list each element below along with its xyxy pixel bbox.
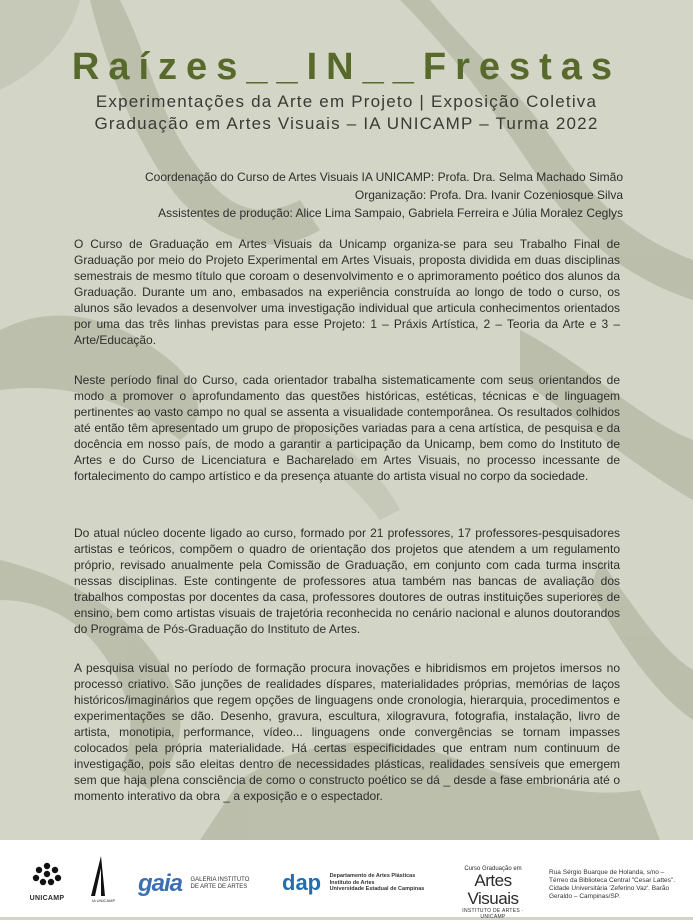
ia-mark-icon: [86, 854, 116, 898]
gaia-mark: gaia: [138, 870, 183, 897]
ia-label: IA UNICAMP: [92, 898, 116, 903]
dap-line-3: Universidade Estadual de Campinas: [329, 886, 425, 893]
paragraph-3: Do atual núcleo docente ligado ao curso, formado por 21 professores, 17 professores-pesquisadores artistas e teóricos, compõem o quadro de orientação dos projetos que atendem a um regulamento próprio, revisado anualmente pela Comissão de Graduação, em conjunto com cada turma inscrita nessas disciplinas. Este contingente de professores atua também nas bancas de avaliação dos trabalhos compostas por docentes da casa, professores doutores de outras instituições superiores de ensino, bem como artistas visuais de trajetória reconhecida no cenário nacional e alunos doutorandos do Programa de Pós-Graduação do Instituto de Artes.: [74, 526, 620, 636]
unicamp-logo: [24, 858, 70, 906]
dap-line-2: Instituto de Artes: [329, 879, 375, 886]
dap-line-1: Departamento de Artes Plásticas: [329, 873, 416, 880]
paragraph-2: Neste período final do Curso, cada orientador trabalha sistematicamente com seus orientandos de modo a promover o aprofundamento das questões históricas, estéticas, técnicas e de linguagem pertinentes ao vasto campo no qual se assenta a visualidade contemporânea. Os resultados colhidos até então têm apresentado um grupo de proposições variadas para a cena artística, de pesquisa e da docência em nosso país, de modo a garantir a participação da Unicamp, bem como do Instituto de Artes e do Curso de Licenciatura e Bacharelado em Artes Visuais, no processo incessante de fortalecimento do campo artístico e da presença atuante do artista visual no corpo da sociedade.: [74, 373, 620, 483]
artes-visuais-logo: [452, 866, 534, 920]
ia-unicamp-logo: [86, 854, 126, 906]
subtitle-line-1: Experimentações da Arte em Projeto | Exposição Coletiva: [95, 92, 598, 111]
unicamp-emblem-icon: [30, 858, 64, 888]
gaia-line-2: DE ARTE DE ARTES: [190, 884, 248, 890]
subtitle-line-2: Graduação em Artes Visuais – IA UNICAMP – Turma 2022: [94, 114, 599, 133]
gaia-logo: [138, 870, 249, 900]
av-top-label: Curso Graduação em: [464, 866, 522, 872]
dap-logo: [282, 870, 424, 900]
credit-coordination: Coordenação do Curso de Artes Visuais IA UNICAMP: Profa. Dra. Selma Machado Simão: [144, 170, 623, 184]
credits-block: [145, 168, 623, 222]
dap-mark: dap: [282, 870, 322, 895]
paragraph-1: O Curso de Graduação em Artes Visuais da Unicamp organiza-se para seu Trabalho Final de Graduação por meio do Projeto Experimental em Artes Visuais, proposta dividida em duas disciplinas semestrais de mesmo título que coroam o desenvolvimento e o aprimoramento poético dos alunos da Graduação. Durante um ano, embasados na experiência construída ao longo de todo o curso, os alunos são levados a desenvolver uma investigação individual que articula conhecimentos orientados por uma das três linhas previstas para esse Projeto: 1 – Práxis Artística, 2 – Teoria da Arte e 3 – Arte/Educação.: [74, 237, 620, 347]
gaia-text: [190, 877, 249, 891]
footer-logos: [0, 840, 693, 920]
address-text: Rua Sérgio Buarque de Holanda, s/no – Térreo da Biblioteca Central "Cesar Lattes". Cidade Universitária 'Zeferino Vaz'. Barão Geraldo – Campinas/SP.: [549, 869, 676, 900]
av-main-label: Artes Visuais: [467, 871, 519, 908]
unicamp-label: UNICAMP: [29, 895, 65, 902]
av-bottom-label: INSTITUTO DE ARTES · UNICAMP: [462, 908, 524, 920]
gaia-line-1: GALERIA INSTITUTO: [190, 877, 250, 883]
page-title: Raízes__IN__Frestas: [71, 46, 622, 88]
credit-organization: Organização: Profa. Dra. Ivanir Cozeniosque Silva: [354, 188, 623, 202]
credit-assistants: Assistentes de produção: Alice Lima Sampaio, Gabriela Ferreira e Júlia Moralez Ceglys: [158, 206, 623, 220]
dap-text: [330, 873, 425, 893]
paragraph-4: A pesquisa visual no período de formação procura inovações e hibridismos em projetos imersos no processo criativo. São junções de realidades díspares, materialidades próprias, memórias de laços históricos/imaginários que regem opções de linguagens onde cronologia, hierarquia, procedimentos e experimentações se dão. Desenho, gravura, escultura, xilogravura, fotografia, instalação, livro de artista, monotipia, performance, vídeo... linguagens onde convergências se tornam impasses colocados pela própria materialidade. Há certas especificidades que entram num continuum de investigação, pois são eleitas dentro de necessidades plásticas, realidades sensíveis que emergem sem que haja plena consciência de como o constructo poético se dá _ desde a fase embrionária até o momento interativo da obra _ a exposição e o espectador.: [74, 661, 620, 803]
